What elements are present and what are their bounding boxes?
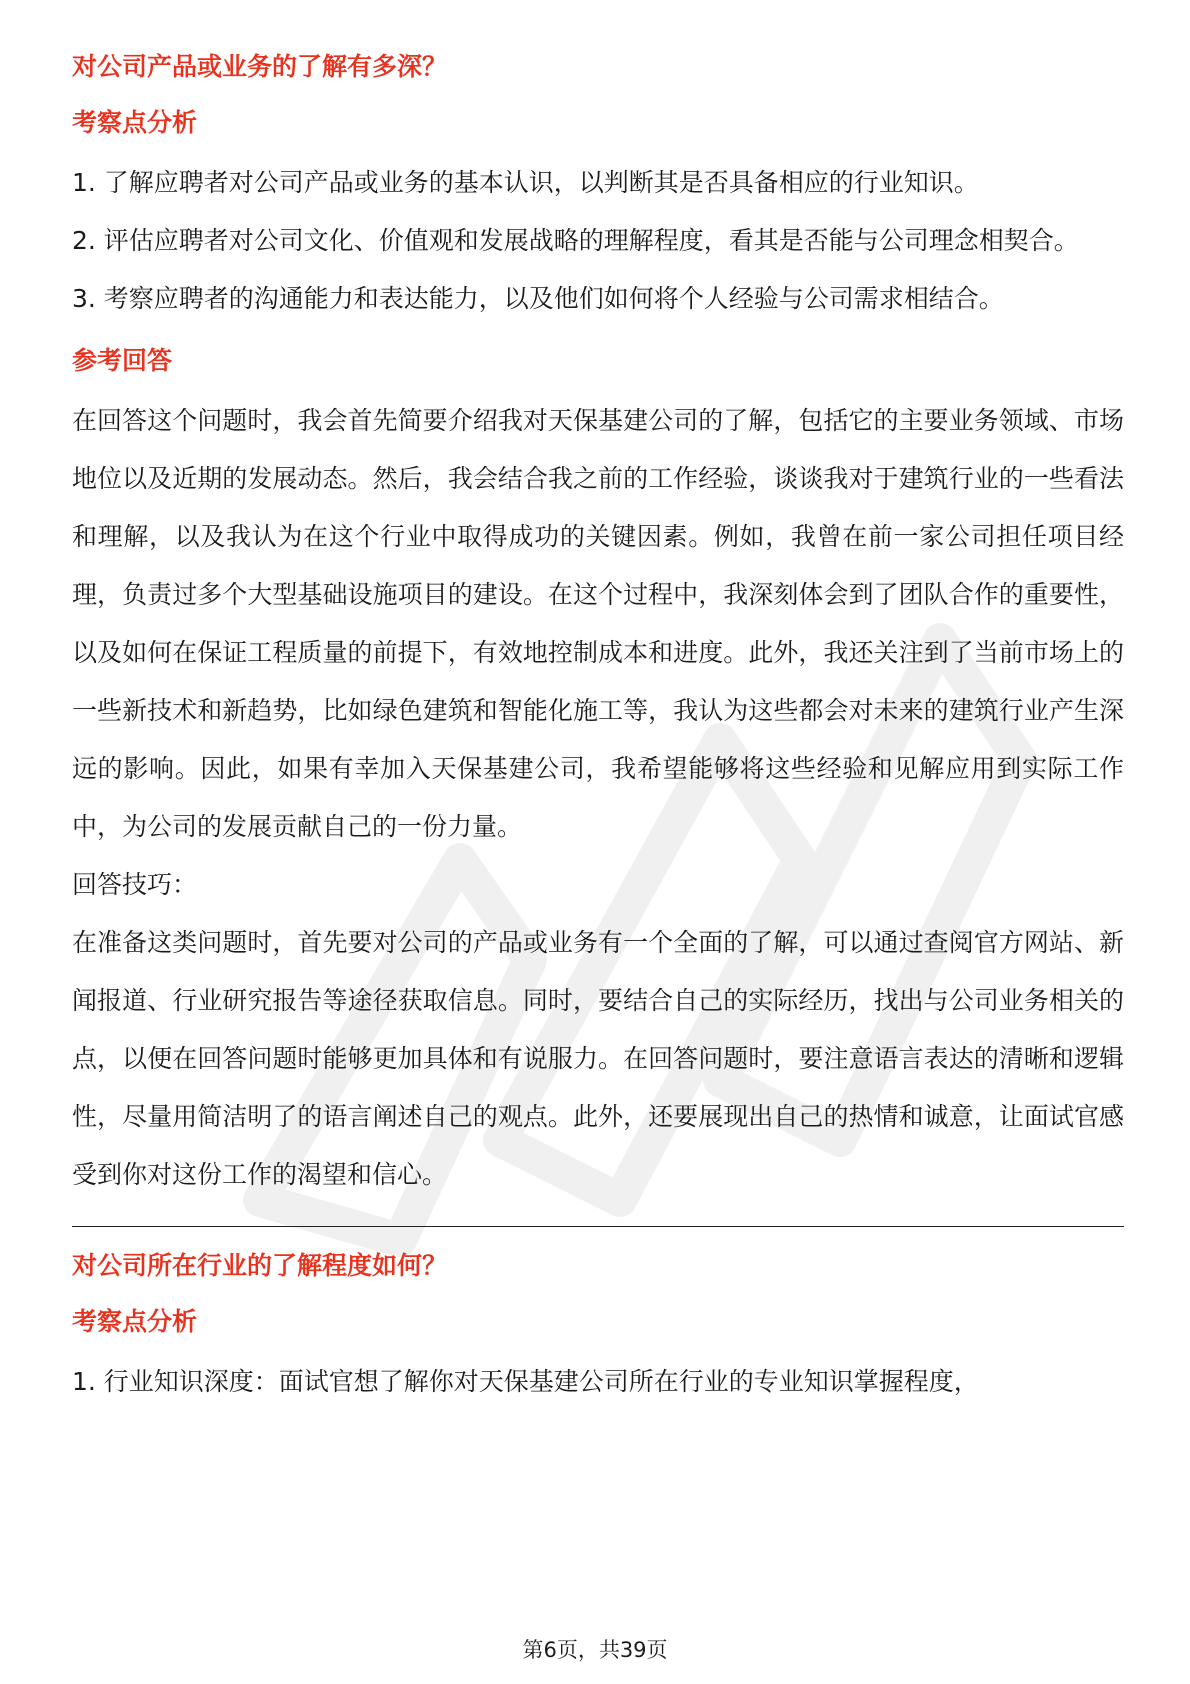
document-page	[72, 48, 1124, 1411]
analysis-item: 3. 考察应聘者的沟通能力和表达能力，以及他们如何将个人经验与公司需求相结合。	[72, 284, 1004, 313]
tips-paragraph: 在准备这类问题时，首先要对公司的产品或业务有一个全面的了解，可以通过查阅官方网站、新闻报道、行业研究报告等途径获取信息。同时，要结合自己的实际经历，找出与公司业务相关的点，以便在回答问题时能够更加具体和有说服力。在回答问题时，要注意语言表达的清晰和逻辑性，尽量用简洁明了的语言阐述自己的观点。此外，还要展现出自己的热情和诚意，让面试官感受到你对这份工作的渴望和信心。	[72, 928, 1124, 1189]
analysis-heading: 考察点分析	[72, 1307, 198, 1336]
analysis-item: 1. 行业知识深度：面试官想了解你对天保基建公司所在行业的专业知识掌握程度，	[72, 1367, 979, 1396]
section-divider	[72, 1226, 1124, 1227]
analysis-heading: 考察点分析	[72, 108, 198, 137]
answer-paragraph: 在回答这个问题时，我会首先简要介绍我对天保基建公司的了解，包括它的主要业务领域、市场地位以及近期的发展动态。然后，我会结合我之前的工作经验，谈谈我对于建筑行业的一些看法和理解，以及我认为在这个行业中取得成功的关键因素。例如，我曾在前一家公司担任项目经理，负责过多个大型基础设施项目的建设。在这个过程中，我深刻体会到了团队合作的重要性，以及如何在保证工程质量的前提下，有效地控制成本和进度。此外，我还关注到了当前市场上的一些新技术和新趋势，比如绿色建筑和智能化施工等，我认为这些都会对未来的建筑行业产生深远的影响。因此，如果有幸加入天保基建公司，我希望能够将这些经验和见解应用到实际工作中，为公司的发展贡献自己的一份力量。	[72, 406, 1124, 841]
question-title: 对公司产品或业务的了解有多深？	[72, 52, 448, 81]
analysis-item: 1. 了解应聘者对公司产品或业务的基本认识，以判断其是否具备相应的行业知识。	[72, 168, 979, 197]
analysis-list	[72, 1353, 1124, 1411]
answer-heading: 参考回答	[72, 346, 173, 375]
tips-label: 回答技巧：	[72, 870, 198, 899]
question-title: 对公司所在行业的了解程度如何？	[72, 1251, 448, 1280]
analysis-list	[72, 154, 1124, 328]
page-number: 第6页，共39页	[522, 1638, 668, 1662]
analysis-item: 2. 评估应聘者对公司文化、价值观和发展战略的理解程度，看其是否能与公司理念相契合。	[72, 226, 1079, 255]
